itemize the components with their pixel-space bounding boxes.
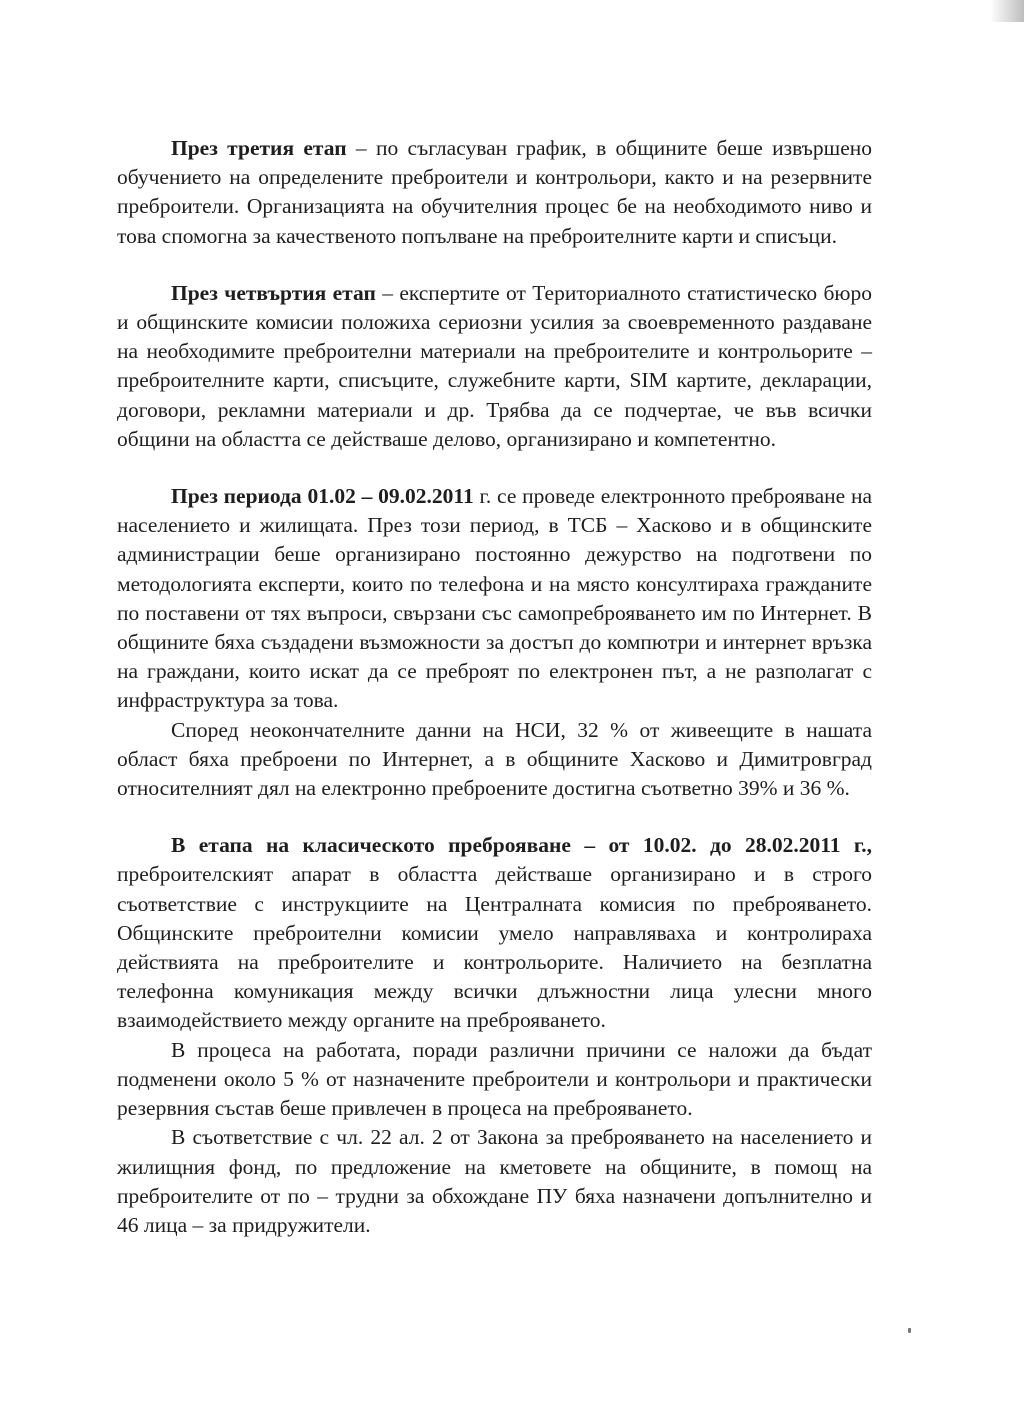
paragraph-electronic-census xyxy=(117,482,872,716)
paragraph-body: г. се проведе електронното преброяване на населението и жилищата. През този период, в ТСБ – Хасково и в общинските администрации беше организирано постоянно дежурство на подготвени по методологията експерти, които по телефона и на място консултираха гражданите по поставени от тях въпроси, свързани със самопреброяването им по Интернет. В общините бяха създадени възможности за достъп до компютри и интернет връзка на граждани, които искат да се преброят по електронен път, а не разполагат с инфраструктура за това. xyxy=(117,484,872,713)
paragraph-lead: В етапа на класическото преброяване – от 10.02. до 28.02.2011 г., xyxy=(171,833,872,858)
scan-edge-shadow xyxy=(990,0,1024,22)
paragraph-lead: През периода 01.02 – 09.02.2011 xyxy=(171,484,474,509)
document-body xyxy=(117,134,872,1240)
scan-speck xyxy=(908,1328,911,1333)
paragraph-lead: През третия етап xyxy=(171,136,347,160)
paragraph-replacements: В процеса на работата, поради различни причини се наложи да бъдат подменени около 5 % от назначените преброители и контрольори и практически резервния състав беше привлечен в процеса на преброяването. xyxy=(117,1037,872,1121)
paragraph-classic-census xyxy=(117,831,872,1035)
paragraph-body: преброителският апарат в областта действаше организирано и в строго съответствие с инструкциите на Централната комисия по преброяването. Общинските преброителни комисии умело направляваха и контролираха действията на преброителите и контрольорите. Наличието на безплатна телефонна комуникация между всички длъжностни лица улесни много взаимодействието между органите на преброяването. xyxy=(117,862,872,1033)
paragraph-lead: През четвъртия етап xyxy=(171,280,376,305)
paragraph-fourth-stage xyxy=(117,279,872,454)
paragraph-preliminary-data: Според неокончателните данни на НСИ, 32 % от живеещите в нашата област бяха преброени по Интернет, а в общините Хасково и Димитровград относителният дял на електронно преброените достигна съответно 39% и 36 %. xyxy=(117,717,872,801)
paragraph-escorts: В съответствие с чл. 22 ал. 2 от Закона за преброяването на населението и жилищния фонд, по предложение на кметовете на общините, в помощ на преброителите от по – трудни за обхождане ПУ бяха назначени допълнително и 46 лица – за придружители. xyxy=(117,1125,872,1237)
paragraph-third-stage xyxy=(117,134,872,251)
paragraph-body: – по съгласуван график, в общините беше извършено обучението на определените преброители и контрольори, както и на резервните преброители. Организацията на обучителния процес бе на необходимото ниво и това спомогна за качественото попълване на преброителните карти и списъци. xyxy=(117,136,872,248)
paragraph-body: – експертите от Териториалното статистическо бюро и общинските комисии положиха сериозни усилия за своевременното раздаване на необходимите преброителни материали на преброителите и контрольорите – преброителните карти, списъците, служебните карти, SIM картите, декларации, договори, рекламни материали и др. Трябва да се подчертае, че във всички общини на областта се действаше делово, организирано и компетентно. xyxy=(117,280,872,451)
